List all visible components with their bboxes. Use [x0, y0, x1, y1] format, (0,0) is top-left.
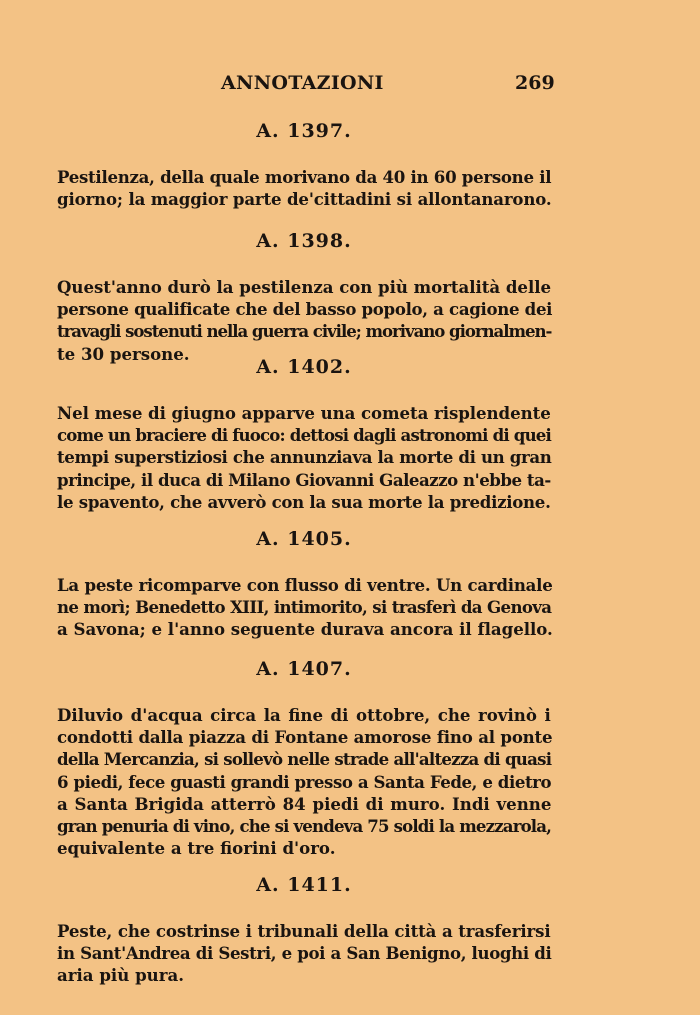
entry-year: A. 1397.	[256, 120, 352, 142]
entry-text	[57, 166, 551, 210]
entry-year: A. 1398.	[256, 230, 352, 252]
entry-year: A. 1402.	[256, 356, 352, 378]
entry-text	[57, 402, 551, 513]
text-line: Pestilenza, della quale morivano da 40 in 60 persone il	[57, 167, 552, 187]
text-line: come un braciere di fuoco: dettosi dagli astronomi di quei	[57, 425, 552, 446]
annotation-entry	[57, 872, 551, 987]
entry-year: A. 1411.	[256, 874, 352, 896]
text-line: a Savona; e l'anno seguente durava ancora il flagello.	[57, 619, 553, 640]
entry-text	[57, 704, 551, 859]
running-header	[0, 72, 700, 98]
text-line: principe, il duca di Milano Giovanni Galeazzo n'ebbe ta-	[57, 469, 551, 490]
header-title: ANNOTAZIONI	[221, 72, 384, 94]
text-line: gran penuria di vino, che si vendeva 75 soldi la mezzarola,	[57, 816, 552, 837]
text-line: equivalente a tre fiorini d'oro.	[57, 838, 336, 859]
text-line: ne morì; Benedetto XIII, intimorito, si trasferì da Genova	[57, 597, 552, 618]
text-line: La peste ricomparve con flusso di ventre. Un cardinale	[57, 575, 553, 595]
annotation-entry	[57, 228, 551, 365]
text-line: giorno; la maggior parte de'cittadini si allontanarono.	[57, 189, 552, 210]
annotation-entry	[57, 526, 551, 641]
text-line: Quest'anno durò la pestilenza con più mortalità delle	[57, 277, 551, 297]
text-line: della Mercanzia, si sollevò nelle strade all'altezza di quasi	[57, 749, 552, 770]
entry-year: A. 1405.	[256, 528, 352, 550]
text-line: in Sant'Andrea di Sestri, e poi a San Benigno, luoghi di	[57, 943, 552, 964]
text-line: a Santa Brigida atterrò 84 piedi di muro. Indi venne	[57, 793, 552, 814]
text-line: Nel mese di giugno apparve una cometa risplendente	[57, 403, 551, 423]
text-line: te 30 persone.	[57, 343, 190, 364]
text-line: travagli sostenuti nella guerra civile; morivano giornalmen-	[57, 321, 552, 342]
entry-year: A. 1407.	[256, 658, 352, 680]
text-line: persone qualificate che del basso popolo, a cagione dei	[57, 299, 553, 320]
text-line: aria più pura.	[57, 965, 185, 986]
annotation-entry	[57, 118, 551, 210]
text-line: condotti dalla piazza di Fontane amorose fino al ponte	[57, 727, 553, 748]
text-line: tempi superstiziosi che annunziava la morte di un gran	[57, 447, 552, 468]
text-line: 6 piedi, fece guasti grandi presso a Santa Fede, e dietro	[57, 771, 552, 792]
entry-text	[57, 276, 551, 365]
text-line: Diluvio d'acqua circa la fine di ottobre, che rovinò i	[57, 705, 551, 725]
page-number: 269	[515, 72, 555, 94]
annotation-entry	[57, 354, 551, 513]
text-line: le spavento, che avverò con la sua morte la predizione.	[57, 491, 551, 512]
entry-text	[57, 920, 551, 987]
annotation-entry	[57, 656, 551, 859]
text-line: Peste, che costrinse i tribunali della città a trasferirsi	[57, 921, 551, 941]
entry-text	[57, 574, 551, 641]
